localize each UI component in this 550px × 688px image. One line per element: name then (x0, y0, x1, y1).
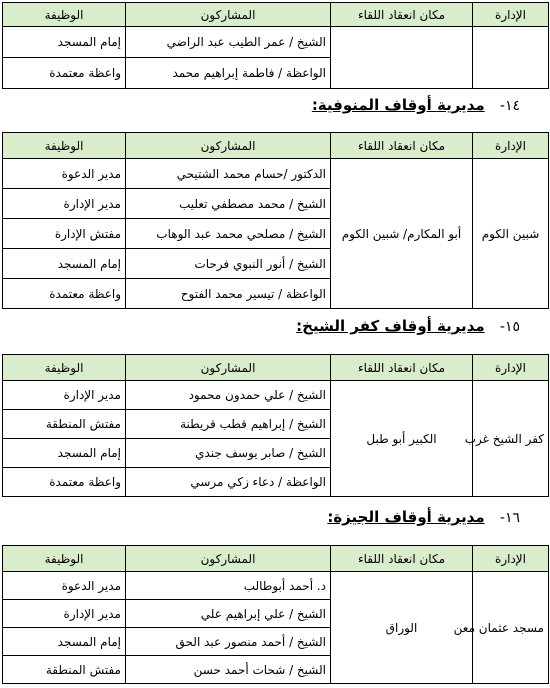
admin-cell (473, 27, 549, 89)
table-header-row (3, 133, 549, 159)
table-header-row (3, 355, 549, 381)
header-job: الوظيفة (3, 546, 126, 572)
section-title: مديرية أوقاف كفر الشيخ: (296, 317, 485, 335)
job-cell: إمام المسجد (3, 249, 126, 279)
header-place: مكان انعقاد اللقاء (331, 355, 473, 381)
admin-cell: كفر الشيخ غرب (473, 381, 549, 497)
section-number: ١٤- (499, 98, 520, 114)
participant-cell: الشيخ / إبراهيم قطب قريطنة (126, 410, 331, 439)
section-title: مديرية أوقاف الجيزة: (327, 508, 485, 526)
admin-cell: مسجد عثمان معن (473, 572, 549, 684)
header-admin: الإدارة (473, 3, 549, 27)
header-participants: المشاركون (126, 3, 331, 27)
participant-cell: د. أحمد أبوطالب (126, 572, 331, 600)
participant-cell: الشيخ / علي حمدون محمود (126, 381, 331, 410)
participant-cell: الشيخ / علي إبراهيم علي (126, 600, 331, 628)
section-number: ١٥- (499, 319, 520, 335)
job-cell: واعظة معتمدة (3, 468, 126, 497)
header-participants: المشاركون (126, 546, 331, 572)
admin-cell: شبين الكوم (473, 159, 549, 309)
job-cell: مفتش المنطقة (3, 656, 126, 684)
section-heading-15 (296, 317, 520, 335)
header-participants: المشاركون (126, 355, 331, 381)
header-admin: الإدارة (473, 133, 549, 159)
header-place: مكان انعقاد اللقاء (331, 3, 473, 27)
header-job: الوظيفة (3, 355, 126, 381)
header-place: مكان انعقاد اللقاء (331, 546, 473, 572)
job-cell: مفتش المنطقة (3, 410, 126, 439)
section-heading-16 (327, 508, 520, 526)
header-job: الوظيفة (3, 3, 126, 27)
participant-cell: الدكتور /حسام محمد الشتيحي (126, 159, 331, 189)
table-header-row (3, 3, 549, 27)
participant-cell: الشيخ / صابر يوسف جندي (126, 439, 331, 468)
header-job: الوظيفة (3, 133, 126, 159)
table-row (3, 381, 549, 410)
participant-cell: الواعظة / فاطمة إبراهيم محمد (126, 58, 331, 89)
job-cell: إمام المسجد (3, 628, 126, 656)
section-title: مديرية أوقاف المنوفية: (311, 96, 485, 114)
place-cell: الوراق (331, 572, 473, 684)
place-cell: أبو المكارم/ شبين الكوم (331, 159, 473, 309)
place-cell (331, 27, 473, 89)
job-cell: إمام المسجد (3, 27, 126, 58)
place-cell: الكبير أبو طبل (331, 381, 473, 497)
section-number: ١٦- (499, 510, 520, 526)
job-cell: إمام المسجد (3, 439, 126, 468)
header-place: مكان انعقاد اللقاء (331, 133, 473, 159)
job-cell: مدير الدعوة (3, 572, 126, 600)
table-section-14 (2, 132, 549, 309)
job-cell: مدير الإدارة (3, 600, 126, 628)
table-section-16 (2, 545, 549, 684)
header-admin: الإدارة (473, 355, 549, 381)
header-participants: المشاركون (126, 133, 331, 159)
table-section-15 (2, 354, 549, 497)
participant-cell: الواعظة / تيسير محمد الفتوح (126, 279, 331, 309)
table-row (3, 27, 549, 58)
participant-cell: الشيخ / عمر الطيب عبد الراضي (126, 27, 331, 58)
job-cell: واعظة معتمدة (3, 279, 126, 309)
job-cell: مفتش الإدارة (3, 219, 126, 249)
participant-cell: الشيخ / مصلحي محمد عبد الوهاب (126, 219, 331, 249)
table-row (3, 572, 549, 600)
header-admin: الإدارة (473, 546, 549, 572)
job-cell: واعظة معتمدة (3, 58, 126, 89)
participant-cell: الشيخ / أنور النبوي فرحات (126, 249, 331, 279)
table-row (3, 159, 549, 189)
participant-cell: الشيخ / محمد مصطفي تعليب (126, 189, 331, 219)
participant-cell: الشيخ / أحمد منصور عبد الحق (126, 628, 331, 656)
job-cell: مدير الإدارة (3, 189, 126, 219)
section-heading-14 (312, 96, 520, 114)
participant-cell: الواعظة / دعاء زكي مرسي (126, 468, 331, 497)
table-continuation (2, 2, 549, 89)
table-header-row (3, 546, 549, 572)
participant-cell: الشيخ / شحات أحمد حسن (126, 656, 331, 684)
job-cell: مدير الإدارة (3, 381, 126, 410)
job-cell: مدير الدعوة (3, 159, 126, 189)
